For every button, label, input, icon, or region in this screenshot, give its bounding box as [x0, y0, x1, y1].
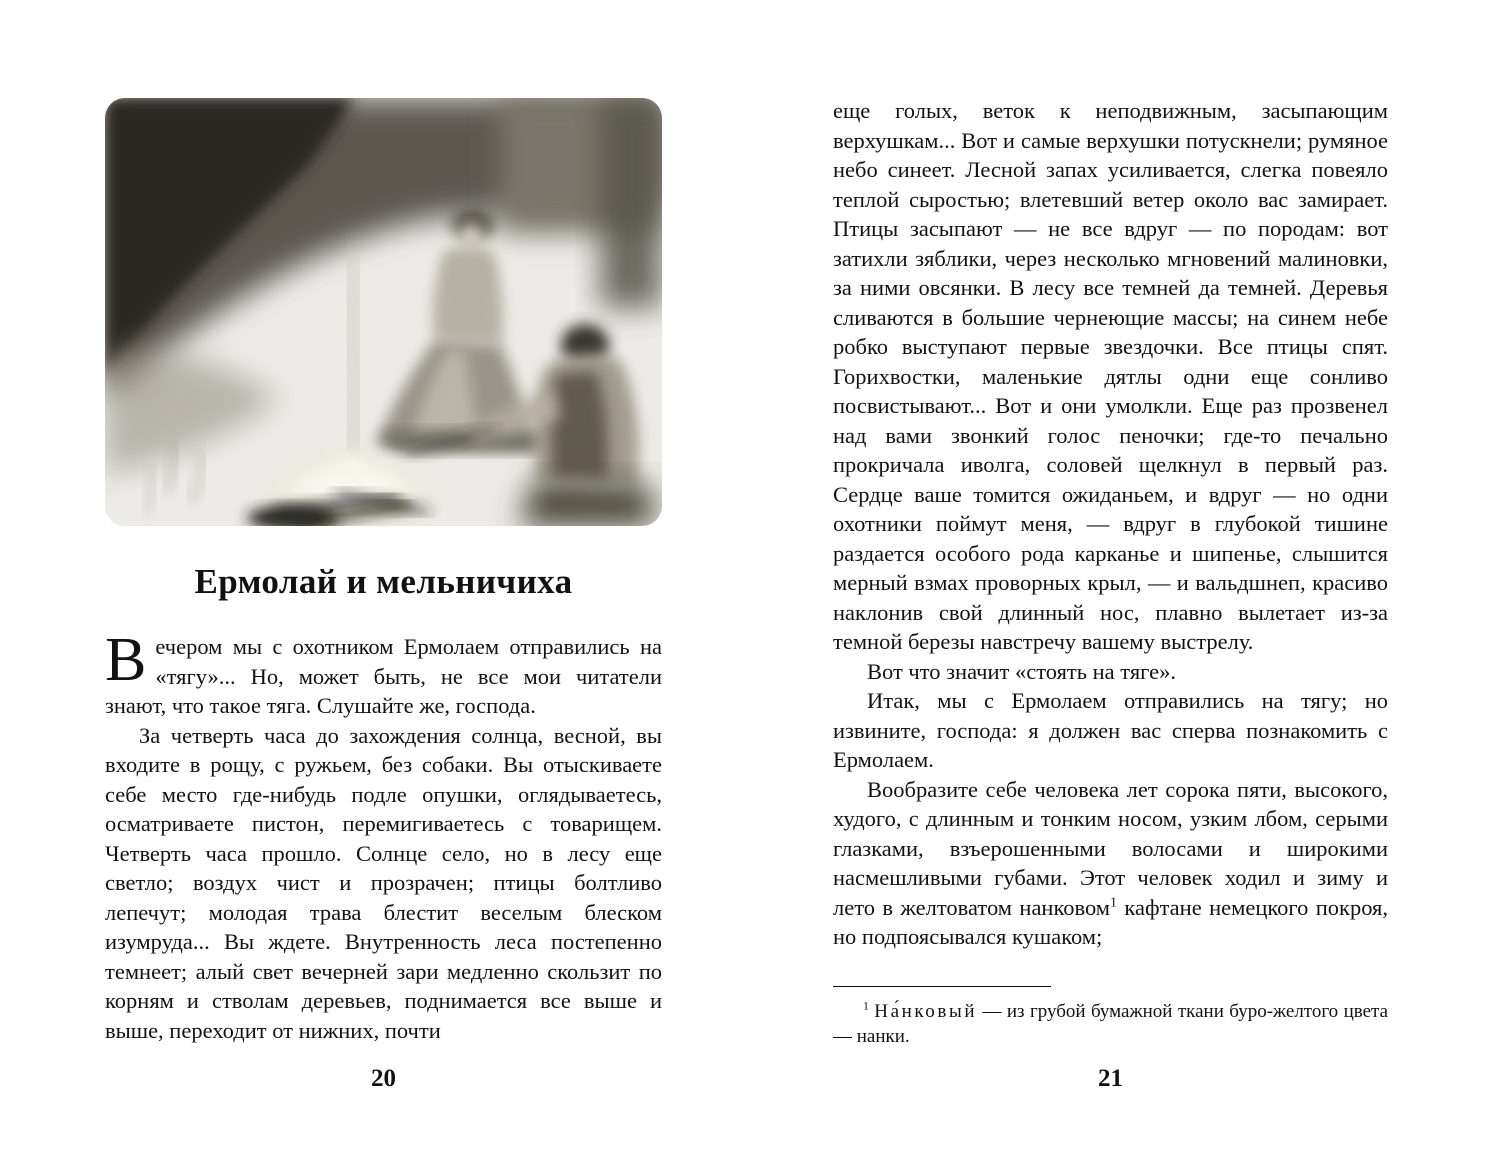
footnote-text [833, 999, 1388, 1049]
paragraph: За четверть часа до захождения солнца, весной, вы входите в рощу, с ружьем, без собаки. Вы отыскиваете себе место где-нибудь подле опушки, оглядываетесь, осматриваете пистон, перемигиваетесь с товарищем. Четверть часа прошло. Солнце село, но в лесу еще светло; воздух чист и прозрачен; птицы болтливо лепечут; молодая трава блестит веселым блеском изумруда... Вы ждете. Внутренность леса постепенно темнеет; алый свет вечерней зари медленно скользит по корням и стволам деревьев, поднимается все выше и выше, переходит от нижних, почти [105, 722, 662, 1043]
paragraph: Итак, мы с Ермолаем отправились на тягу; но извините, господа: я должен вас сперва познакомить с Ермолаем. [833, 688, 1388, 772]
right-page-text [833, 96, 1388, 952]
footnote-divider [833, 986, 1051, 987]
chapter-illustration [105, 98, 662, 526]
chapter-title: Ермолай и мельничиха [194, 562, 573, 601]
paragraph: Вот что значит «стоять на тяге». [867, 658, 1176, 684]
footnote-reference: 1 [1110, 895, 1118, 910]
footnote-body: — из грубой бумажной ткани буро-желтого цвета — нанки. [833, 1000, 1389, 1047]
drop-cap: В [105, 626, 147, 694]
paragraph-text: ечером мы с охотником Ермолаем отправились на «тягу»... Но, может быть, не все мои читатели знают, что такое тяга. Слушайте же, господа. [105, 634, 662, 718]
illustration-svg [105, 98, 662, 526]
left-page-text [105, 626, 662, 1045]
footnote [833, 986, 1388, 1049]
paragraph-text: Вообразите себе человека лет сорока пяти, высокого, худого, с длинным и тонким носом, узким лбом, серыми глазками, взъерошенными волосами и широкими насмешливыми губами. Этот человек ходил и зиму и лето в желтоватом нанковом [833, 776, 1388, 920]
footnote-term: На́нковый [874, 1000, 978, 1022]
page-number-right: 21 [1098, 1065, 1123, 1092]
footnote-marker: 1 [863, 999, 869, 1013]
paragraph [105, 626, 662, 721]
page-number-left: 20 [371, 1065, 396, 1092]
paragraph-text: кафтане немецкого покроя, но подпоясывался кушаком; [833, 894, 1389, 949]
paragraph [833, 775, 1388, 952]
paragraph: еще голых, веток к неподвижным, засыпающим верхушкам... Вот и самые верхушки потускнели; румяное небо синеет. Лесной запах усиливается, слегка повеяло теплой сыростью; влетевший ветер около вас замирает. Птицы засыпают — не все вдруг — по породам: вот затихли зяблики, через несколько мгновений малиновки, за ними овсянки. В лесу все темней да темней. Деревья сливаются в большие чернеющие массы; на синем небе робко выступают первые звездочки. Все птицы спят. Горихвостки, маленькие дятлы одни еще сонливо посвистывают... Вот и они умолкли. Еще раз прозвенел над вами звонкий голос пеночки; где-то печально прокричала иволга, соловей щелкнул в первый раз. Сердце ваше томится ожиданьем, и вдруг — но одни охотники поймут меня, — вдруг в глубокой тишине раздается особого рода карканье и шипенье, слышится мерный взмах проворных крыл, — и вальдшнеп, красиво наклонив свой длинный нос, плавно вылетает из-за темной березы навстречу вашему выстрелу. [833, 98, 1388, 654]
page-right [750, 0, 1500, 1165]
